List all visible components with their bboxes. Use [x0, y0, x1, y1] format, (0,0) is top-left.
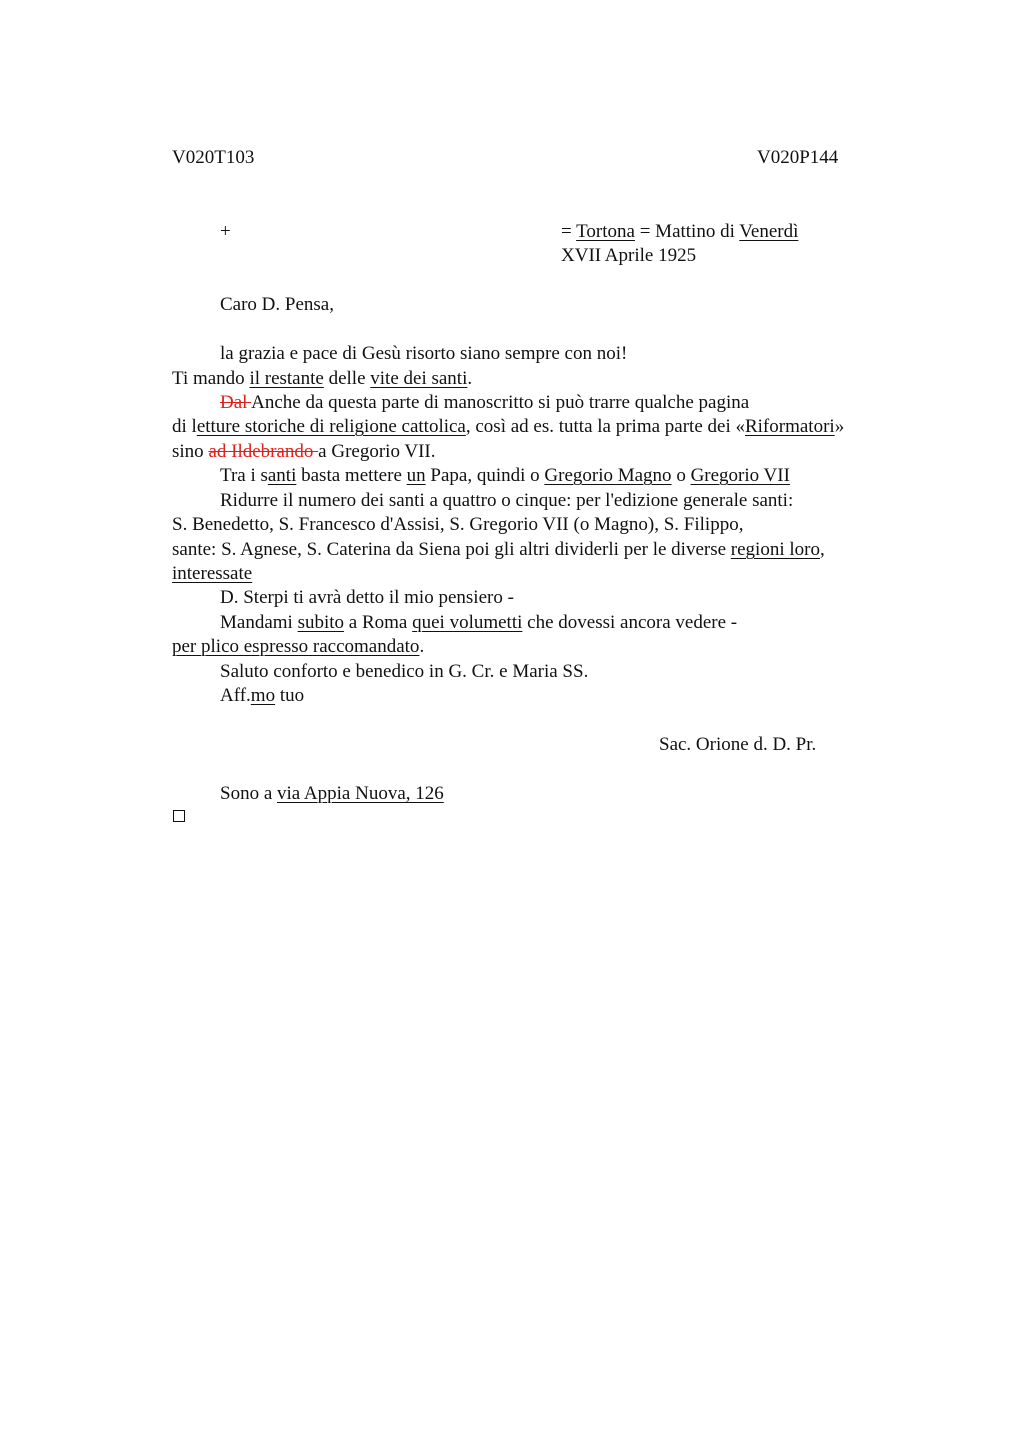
closing-yours: Aff.mo tuo [220, 685, 305, 706]
body-line-10: interessate [172, 563, 253, 584]
body-line-5: sino ad Ildebrando a Gregorio VII. [172, 441, 436, 462]
body-line-9: sante: S. Agnese, S. Caterina da Siena poi gli altri dividerli per le diverse regioni loro, [172, 539, 825, 560]
deleted-text: ad Ildebrando [208, 441, 319, 462]
weekday: Venerdì [739, 221, 799, 242]
body-line-2: Ti mando il restante delle vite dei santi. [172, 368, 473, 389]
body-line-8: S. Benedetto, S. Francesco d'Assisi, S. Gregorio VII (o Magno), S. Filippo, [172, 514, 744, 535]
body-line-12: Mandami subito a Roma quei volumetti che dovessi ancora vedere - [220, 612, 738, 633]
cross-symbol: + [220, 221, 231, 242]
closing-line: Saluto conforto e benedico in G. Cr. e Maria SS. [220, 661, 589, 682]
document-code-right: V020P144 [757, 147, 839, 168]
body-line-3: Dal Anche da questa parte di manoscritto si può trarre qualche pagina [220, 392, 750, 413]
date-line: XVII Aprile 1925 [561, 245, 697, 266]
body-line-11: D. Sterpi ti avrà detto il mio pensiero - [220, 587, 514, 608]
deleted-text: Dal [220, 392, 252, 413]
address: via Appia Nuova, 126 [277, 783, 444, 804]
postscript: Sono a via Appia Nuova, 126 [220, 783, 444, 804]
signature: Sac. Orione d. D. Pr. [659, 734, 817, 755]
salutation: Caro D. Pensa, [220, 294, 334, 315]
body-line-13: per plico espresso raccomandato. [172, 636, 425, 657]
empty-box-symbol [173, 810, 185, 822]
body-line-4: di letture storiche di religione cattolica, così ad es. tutta la prima parte dei «Riformatori» [172, 416, 845, 437]
document-code-left: V020T103 [172, 147, 255, 168]
body-line-6: Tra i santi basta mettere un Papa, quindi o Gregorio Magno o Gregorio VII [220, 465, 790, 486]
body-line-1: la grazia e pace di Gesù risorto siano sempre con noi! [220, 343, 628, 364]
place-line: = Tortona = Mattino di Venerdì [561, 221, 799, 242]
city-name: Tortona [576, 221, 635, 242]
body-line-7: Ridurre il numero dei santi a quattro o cinque: per l'edizione generale santi: [220, 490, 794, 511]
